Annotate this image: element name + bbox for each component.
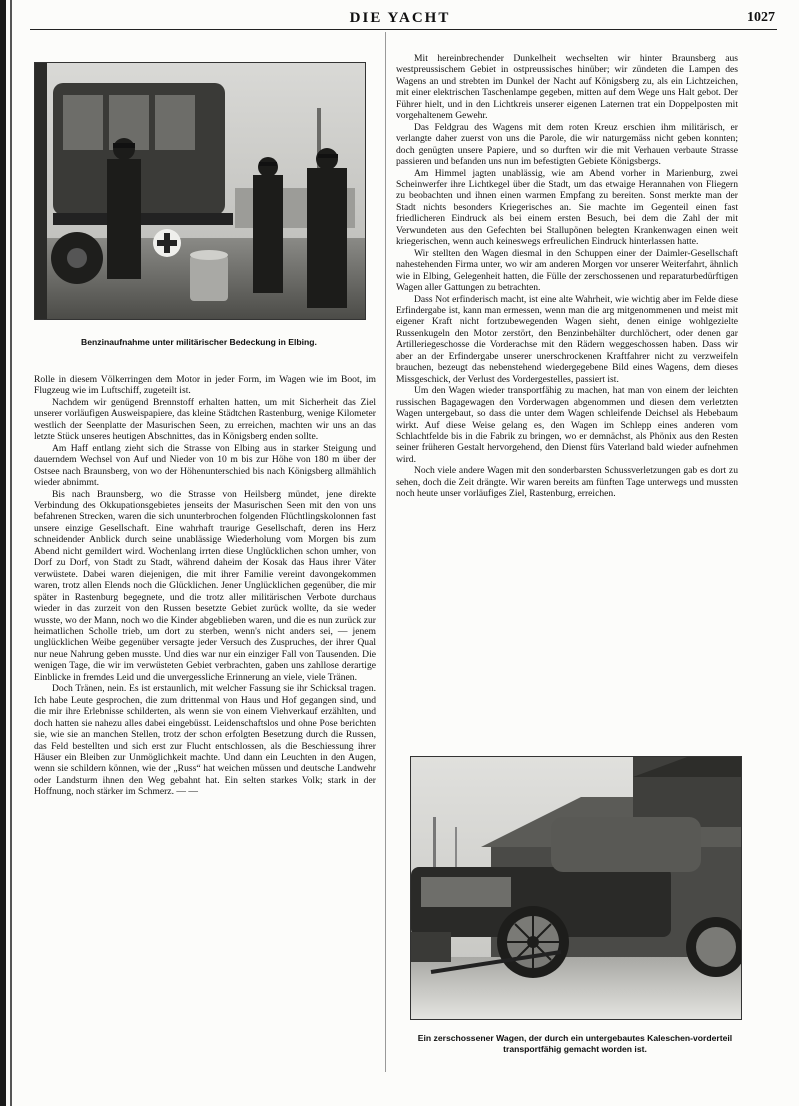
photo-refuelling — [34, 62, 366, 320]
photo-refuelling-image — [35, 63, 365, 319]
scan-edge — [0, 0, 6, 1106]
scan-edge-line — [10, 0, 12, 1106]
caption-damaged-car: Ein zerschossener Wagen, der durch ein untergebautes Kaleschen-vorderteil transportfähig gemacht worden ist. — [417, 1033, 733, 1054]
right-paragraph-2: Das Feldgrau des Wagens mit dem roten Kreuz erschien ihm militärisch, er verlangte daher zuerst von uns die Parole, die wir naturgemäss nicht geben konnten; doch genügten unsere Papiere, und so durften wir die mit Verhauen verbaute Strasse passieren und befanden uns nun im befestigten Gebiete Königsbergs. — [396, 121, 738, 168]
right-paragraph-1: Mit hereinbrechender Dunkelheit wechselten wir hinter Braunsberg aus westpreussischem Gebiet in ostpreussisches hinüber; wir zündeten die Lampen des Wagens an und strebten im Dunkel der Nacht auf Königsberg zu, als ein Lichtzeichen, mit einer elektrischen Taschenlampe gegeben, mitten auf dem Wege uns Halt gebot. Der Führer hielt, und in den Lichtkreis unserer eigenen Laternen trat ein Doppelposten mit vorgehaltenem Gewehr. — [396, 53, 738, 122]
right-paragraph-5: Dass Not erfinderisch macht, ist eine alte Wahrheit, wie wichtig aber im Felde diese Erfindergabe ist, kann man ermessen, wenn man die arg mitgenommenen und meist mit eigener Kraft nicht fortzubewegenden Wagen sieht, denen einige wohlgezielte Russenkugeln den Motor zerstört, den Benzinbehälter durchlöchert, oder denen gar Artilleriegeschosse die Vorderachse mit den Rädern weggeschossen haben. Dass wir aber an der Erfindergabe unserer unerschrockenen Kraftfahrer nicht zu verzweifeln brauchen, bezeugt das nebenstehend wiedergegebene Bild eines Wagens, dem dieses Missgeschick, der Verlust des Vordergestelles, passiert ist. — [396, 293, 738, 385]
left-paragraph-3: Am Haff entlang zieht sich die Strasse von Elbing aus in starker Steigung und dauerndem Wechsel von Auf und Nieder von 10 m bis zur Höhe von 180 m über der Ostsee nach Braunsberg, von wo der Höhenunterschied bis nach Königsberg allmählich wieder abnimmt. — [34, 442, 376, 489]
header-rule — [30, 29, 777, 30]
left-paragraph-1: Rolle in diesem Völkerringen dem Motor in jeder Form, im Wagen wie im Boot, im Flugzeug wie im Luftschiff, zugeteilt ist. — [34, 374, 376, 397]
right-paragraph-3: Am Himmel jagten unablässig, wie am Abend vorher in Marienburg, zwei Scheinwerfer ihre Lichtkegel über die Stadt, um das etwaige Herannahen von Fliegern zu beobachten und ihnen einen warmen Empfang zu bereiten. Sonst merkte man der Stadt nichts besonders Kriegerisches an. Sie machte im Gegenteil einen fast friedlicheren Eindruck als bei einem ersten Besuch, bei dem die Zahl der mit Verwundeten aus den Gefechten bei Stallupönen belegten Krankenwagen einen weit kriegerischen, wenn auch keineswegs erfreulichen Eindruck hinterlassen hatte. — [396, 167, 738, 248]
left-column-text — [34, 374, 376, 798]
right-paragraph-7: Noch viele andere Wagen mit den sonderbarsten Schussverletzungen gab es dort zu sehen, doch die Zeit drängte. Wir waren bereits am fünften Tage unterwegs und mussten noch heute unser vorläufiges Ziel, Rastenburg, erreichen. — [396, 465, 738, 500]
caption-refuelling: Benzinaufnahme unter militärischer Bedeckung in Elbing. — [81, 337, 317, 347]
photo-damaged-car — [410, 756, 742, 1020]
right-column-text — [396, 53, 738, 500]
running-title: DIE YACHT — [349, 10, 451, 26]
right-paragraph-6: Um den Wagen wieder transportfähig zu machen, hat man von einem der leichten russischen Bagagewagen den Vorderwagen abgenommen und diesen dem verletzten Wagen untergebaut, so dass die unter dem Wagen schleifende Deichsel als Hebebaum wirkt. Auf diese Weise gelang es, den Wagen im Schlepp eines anderen vom Schlachtfelde bis in die Fabrik zu bringen, wo er demnächst, als Phönix aus den Resten seiner früheren Gestalt hervorgehend, den Dienst fürs Vaterland bald wieder aufnehmen wird. — [396, 385, 738, 465]
right-paragraph-4: Wir stellten den Wagen diesmal in den Schuppen einer der Daimler-Gesellschaft nahestehenden Firma unter, wo wir am anderen Morgen vor unserer Weiterfahrt, ähnlich wie in Elbing, Gelegenheit hatten, die Fülle der zerschossenen und reparaturbedürftigen Wagen aller Gattungen zu betrachten. — [396, 247, 738, 294]
page-number: 1027 — [747, 10, 775, 25]
photo-damaged-car-image — [411, 757, 741, 1019]
left-paragraph-5: Doch Tränen, nein. Es ist erstaunlich, mit welcher Fassung sie ihr Schicksal tragen. Ich habe Leute gesprochen, die zum drittenmal von Haus und Hof gegangen sind, und die mir ihre Erlebnisse schilderten, als wenn sie von einem Viehverkauf erzählten, und doch hatten sie nahezu alles dabei eingebüsst. Leidenschaftslos und ohne Pose berichten sie, wie sie an manchen Stellen, trotz der schon erfolgten Besetzung durch die Russen, das Feld bestellten und sich erst zur Flucht entschlossen, als die Beschiessung ihrer Häuser ein Bleiben zur Unmöglichkeit machte. Und dann ein Leuchten in den Augen, wenn sie schildern können, wie der „Russ“ hat weichen müssen und deutsche Landwehr oder Landsturm ihnen den Weg gebahnt hat. Ein selten starkes Volk; stark in der Hoffnung, noch stärker im Schmerz. — — — [34, 683, 376, 798]
column-divider — [385, 32, 386, 1072]
left-paragraph-2: Nachdem wir genügend Brennstoff erhalten hatten, um mit Sicherheit das Ziel unserer vorläufigen Ausweispapiere, das kleine Städtchen Rastenburg, wenige Kilometer westlich der Seenplatte der Masurischen Seen, zu erreichen, machten wir uns an das letzte Stück unseres heutigen Abschnittes, das in Königsberg enden sollte. — [34, 396, 376, 443]
left-paragraph-4: Bis nach Braunsberg, wo die Strasse von Heilsberg mündet, jene direkte Verbindung des Okkupationsgebietes jenseits der Masurischen Seen mit den von uns befahrenen Strecken, waren die sich ununterbrochen folgenden Flüchtlingskolonnen fast unsere einzige Gesellschaft. Eine wahrhaft traurige Gesellschaft, deren ins Herz schneidender Anblick durch seine unablässige Wiederholung vom Morgen bis zum Abend nicht gemildert wird. Wochenlang irrten diese Unglücklichen schon umher, von Dorf zu Dorf, von Stadt zu Stadt, während daheim der Kosak das Haus ihrer Väter verwüstete. Dabei waren diejenigen, die mit ihrer Familie vereint davongekommen waren, trotz allen Elends noch die Glücklichen. Jener Unglücklichen gegenüber, die mir später in Rastenburg begegnete, und die trotz aller militärischen Verbote durchaus wieder in das zurzeit von den Russen besetzte Gebiet zurück wollte, da sie weder wusste, wo der Mann, noch wo die Kinder abgeblieben waren, und die es nun zurück zur heimatlichen Scholle trieb, um dort zu sterben, wenn's nicht anders sei, — jenem unglücklichen Weibe gegenüber versagte jeder Versuch des Zuspruches, der ihrer Qual nur neue Nahrung geben musste. Und dies war nur ein einziger Fall von Tausenden. Die wenigen Tage, die wir im verwüsteten Gebiet verbrachten, gaben uns zahllose derartige Einblicke in fremdes Leid und die unvergessliche Erinnerung an viele, viele Tränen. — [34, 488, 376, 683]
